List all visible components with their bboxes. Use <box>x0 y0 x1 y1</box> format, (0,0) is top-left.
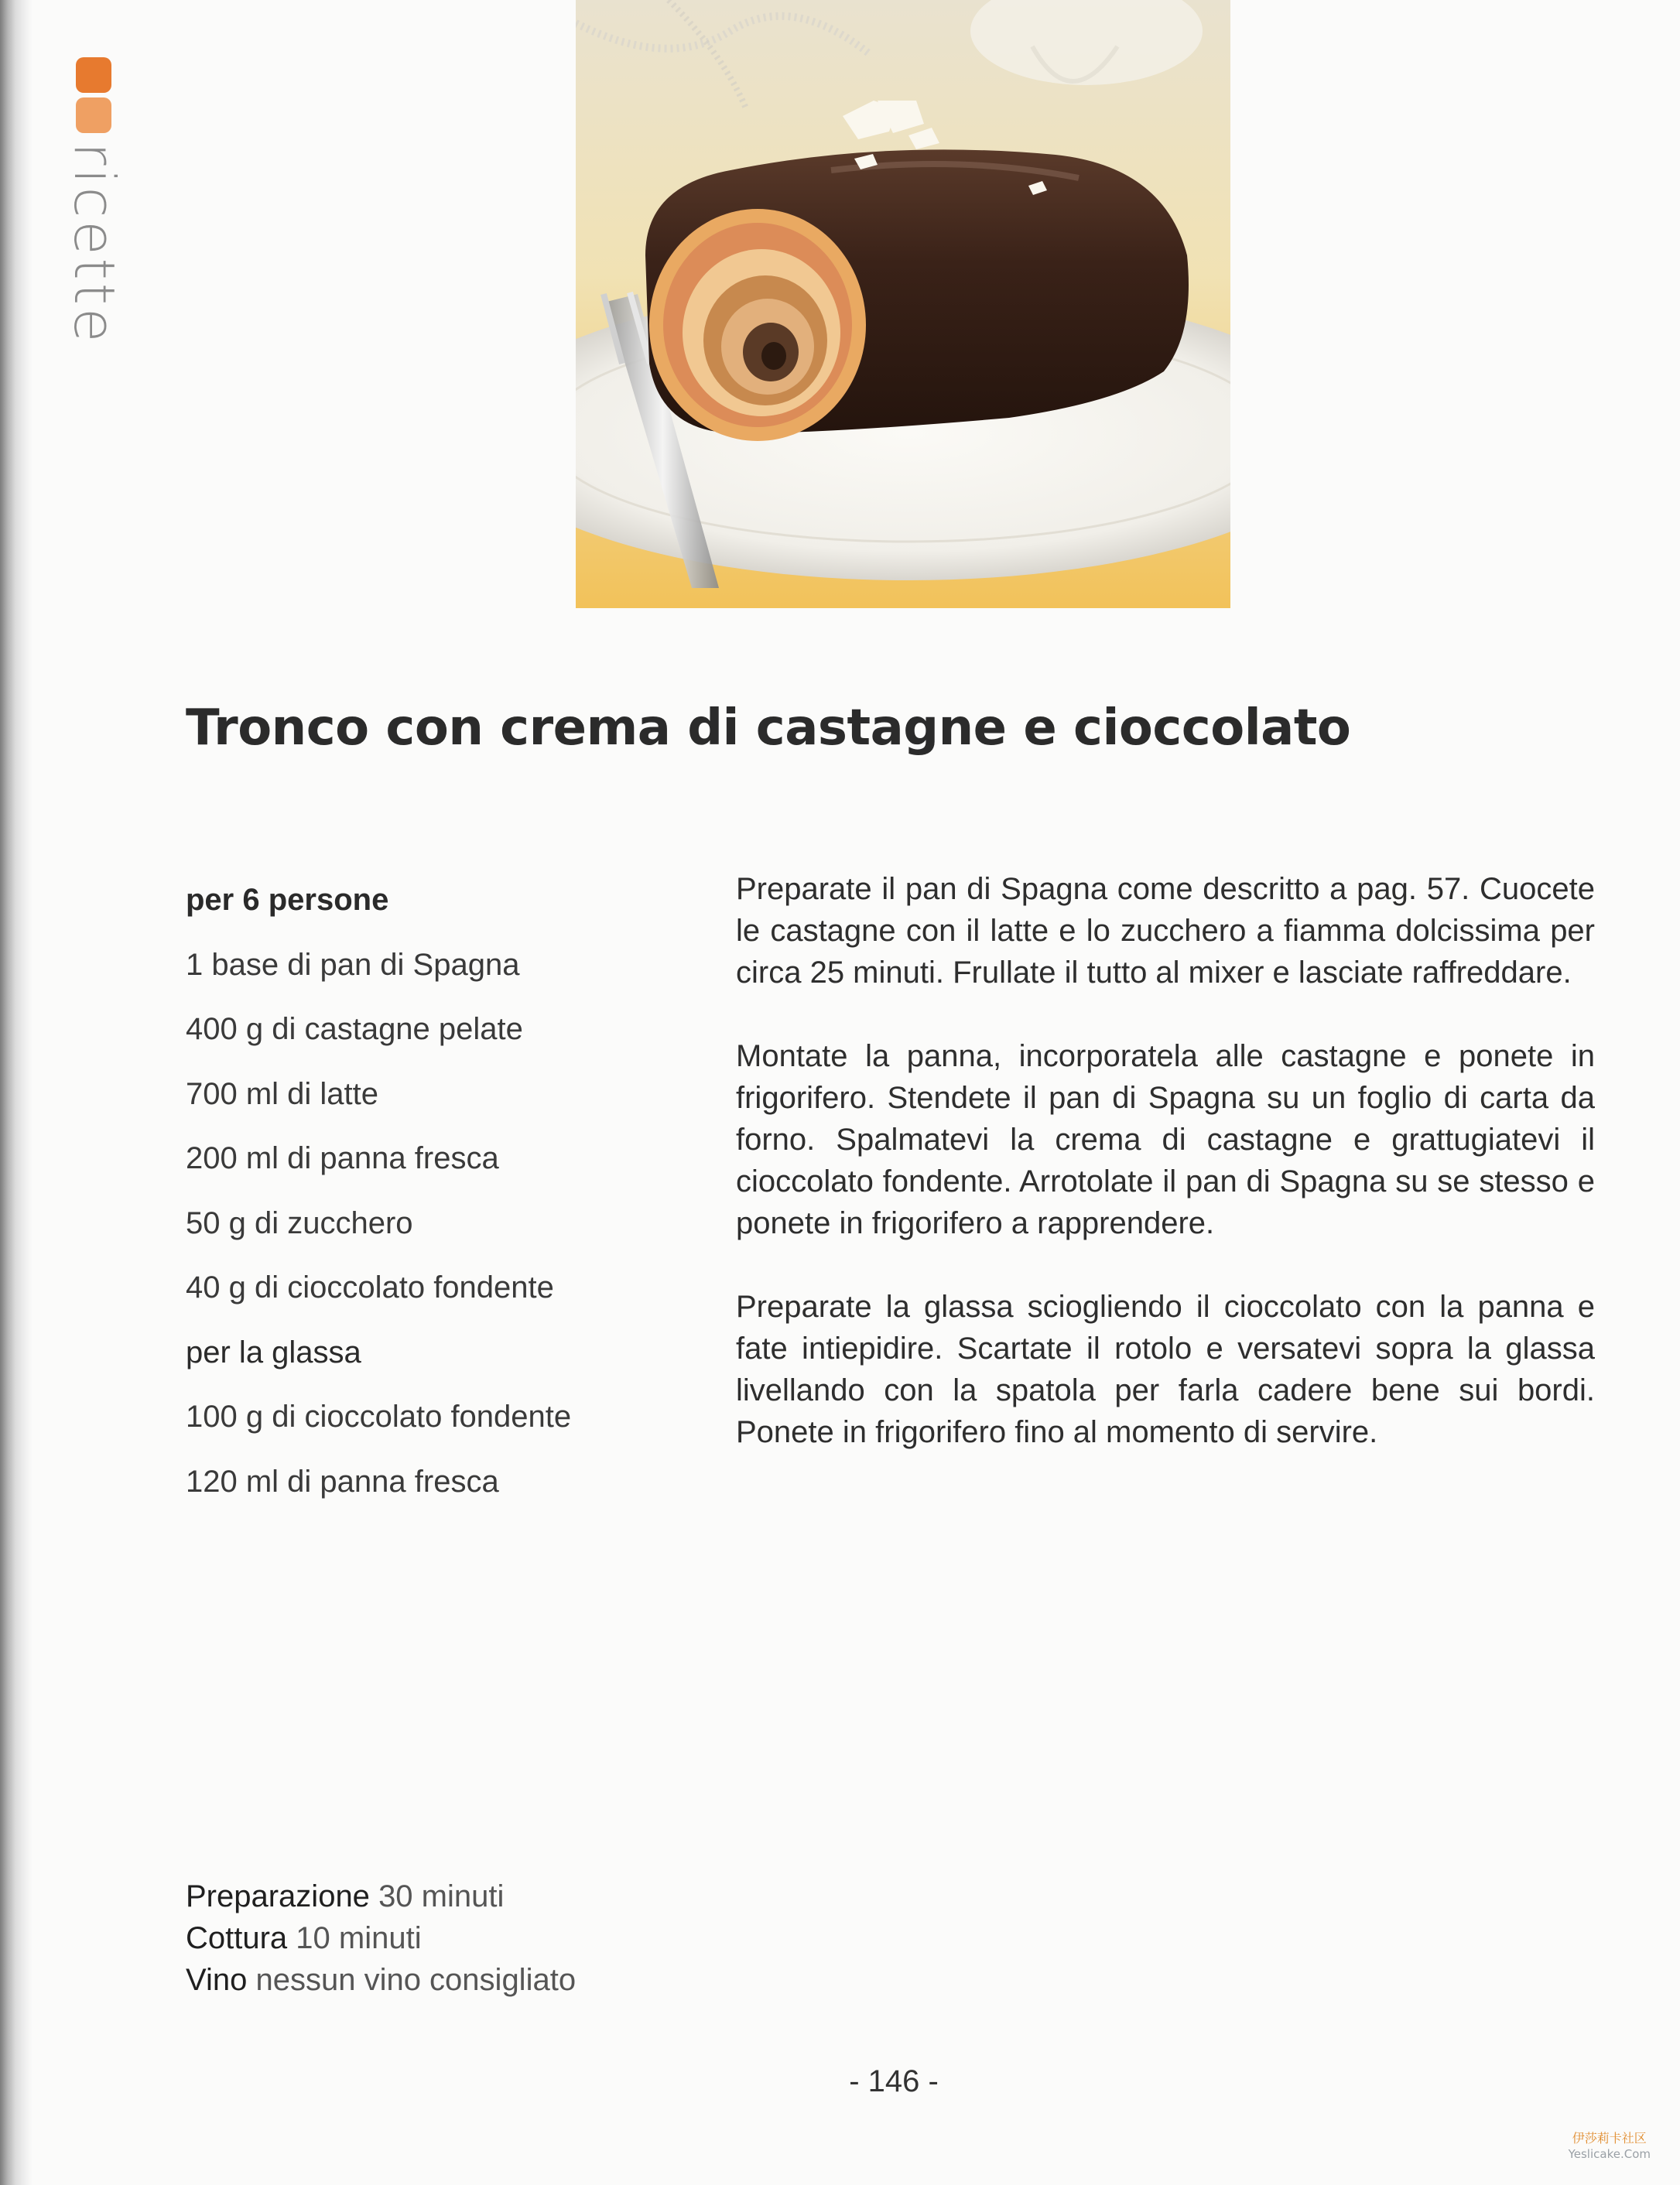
section-tab-square-light <box>76 97 111 133</box>
glaze-ingredient-item: 100 g di cioccolato fondente <box>186 1400 572 1434</box>
prep-time-label: Preparazione <box>186 1879 370 1913</box>
wine-label: Vino <box>186 1963 248 1997</box>
ingredients-list <box>186 868 681 1514</box>
watermark-line-1: 伊莎莉卡社区 <box>1572 2131 1647 2146</box>
wine-pairing <box>186 1959 576 2001</box>
glaze-ingredient-item: 120 ml di panna fresca <box>186 1464 499 1499</box>
prep-time <box>186 1876 576 1917</box>
method-paragraph: Preparate la glassa sciogliendo il cioccolato con la panna e fate intiepidire. Scartate il rotolo e versatevi sopra la glassa livellando con la spatola per farla cadere bene sui bordi. Ponete in frigorifero fino al momento di servire. <box>736 1290 1595 1449</box>
ingredient-item: 400 g di castagne pelate <box>186 1012 523 1046</box>
watermark <box>1569 2131 1651 2162</box>
ingredient-item: 200 ml di panna fresca <box>186 1141 499 1175</box>
ingredient-item: 50 g di zucchero <box>186 1205 413 1240</box>
cook-time <box>186 1917 576 1959</box>
prep-time-value: 30 minuti <box>378 1879 505 1913</box>
wine-value: nessun vino consigliato <box>255 1963 577 1997</box>
section-tab-square-dark <box>76 57 111 93</box>
method-paragraph: Montate la panna, incorporatela alle castagne e ponete in frigorifero. Stendete il pan di Spagna su un foglio di carta da forno. Spalmatevi la crema di castagne e grattugiatevi il cioccolato fondente. Arrotolate il pan di Spagna su se stesso e ponete in frigorifero a rapprendere. <box>736 1039 1595 1240</box>
cook-time-label: Cottura <box>186 1921 288 1955</box>
section-tab-squares <box>76 57 111 138</box>
method-text <box>736 868 1595 1453</box>
ingredient-item: 700 ml di latte <box>186 1076 379 1111</box>
page-number: - 146 - <box>849 2064 939 2098</box>
cook-time-value: 10 minuti <box>296 1921 422 1955</box>
section-label-text: ricette <box>62 142 127 346</box>
method-paragraph: Preparate il pan di Spagna come descritto a pag. 57. Cuocete le castagne con il latte e lo zucchero a fiamma dolcissima per circa 25 minuti. Frullate il tutto al mixer e lasciate raffreddare. <box>736 872 1595 990</box>
page-binding-edge <box>0 0 33 2185</box>
glaze-heading: per la glassa <box>186 1335 361 1369</box>
recipe-photo <box>576 0 1230 608</box>
watermark-line-2: Yeslicake.Com <box>1568 2147 1651 2161</box>
ingredient-item: 40 g di cioccolato fondente <box>186 1270 554 1305</box>
servings: per 6 persone <box>186 883 389 917</box>
section-label <box>62 142 127 436</box>
recipe-title: Tronco con crema di castagne e cioccolato <box>186 699 1351 757</box>
recipe-info <box>186 1876 576 2001</box>
ingredient-item: 1 base di pan di Spagna <box>186 947 520 982</box>
